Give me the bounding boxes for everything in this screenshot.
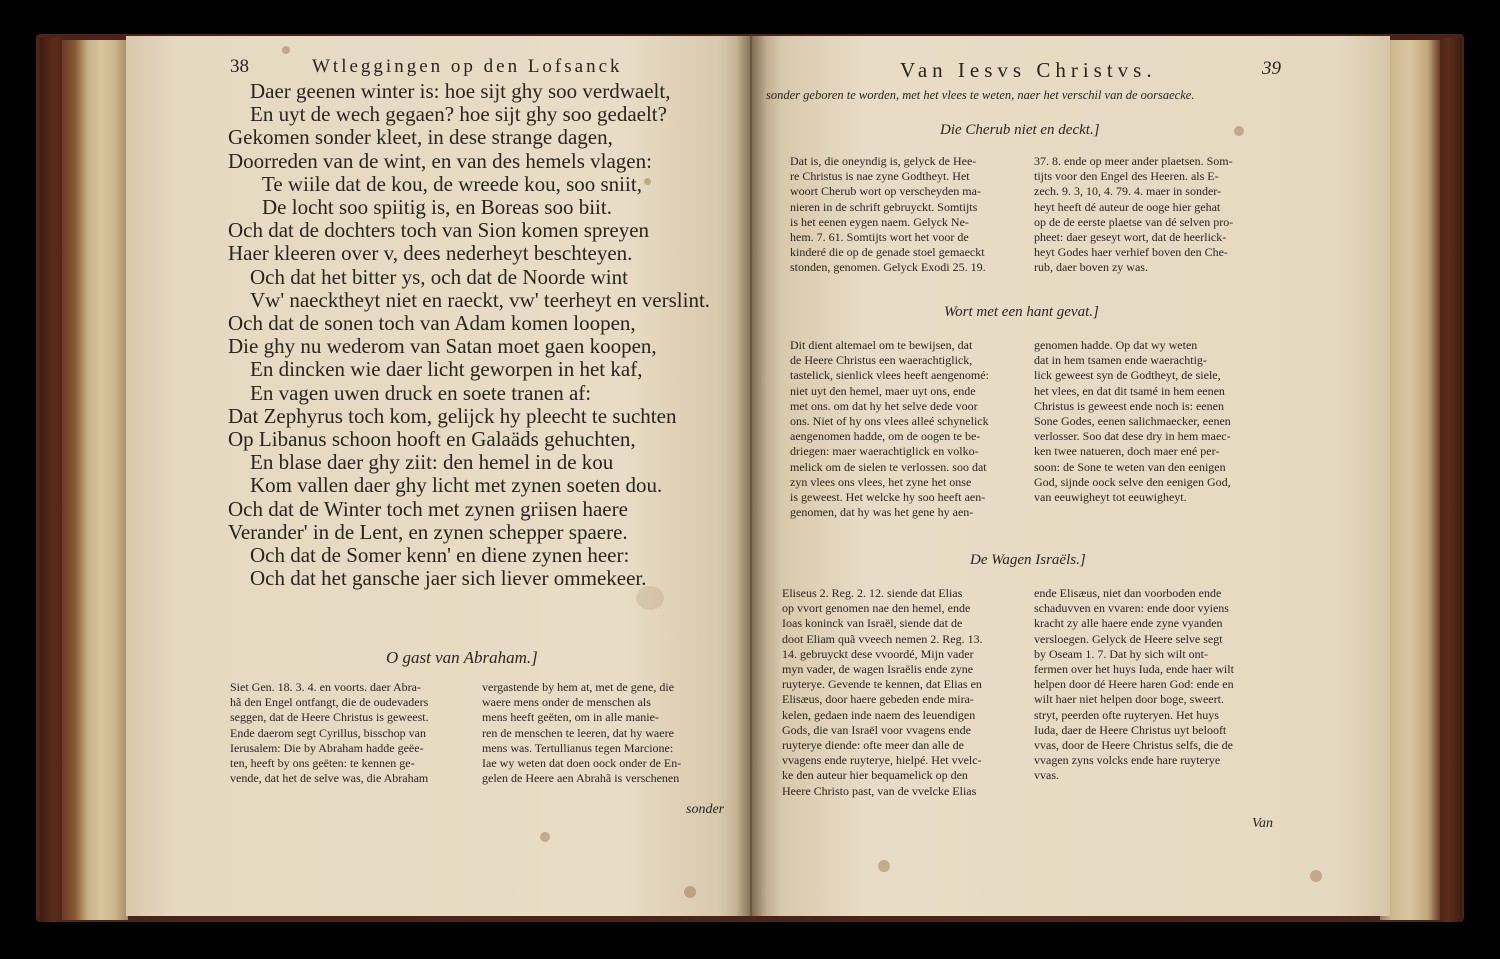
poem-line: En dincken wie daer licht geworpen in het kaf,	[250, 357, 643, 382]
text-line: mens was. Tertullianus tegen Marcione:	[482, 740, 674, 755]
text-line: tijts voor den Engel des Heeren. als E-	[1034, 169, 1219, 184]
text-line: kracht zy alle haere ende zyne vyanden	[1034, 616, 1223, 631]
text-line: ren de menschen te leeren, dat hy waere	[482, 725, 674, 740]
text-line: ken twee natueren, doch maer ené per-	[1034, 444, 1220, 459]
text-line: Christus is geweest ende noch is: eenen	[1034, 398, 1224, 413]
text-line: kinderé die op de genade stoel gemaeckt	[790, 245, 985, 260]
text-line: ten, heeft by ons geëten: te kennen ge-	[230, 756, 415, 771]
text-line: seggen, dat de Heere Christus is geweest.	[230, 710, 429, 725]
left-page-number: 38	[230, 56, 249, 77]
poem-line: Dat Zephyrus toch kom, gelijck hy pleecht te suchten	[228, 403, 677, 428]
left-column-2	[482, 680, 732, 786]
text-line: versloegen. Gelyck de Heere selve segt	[1034, 631, 1223, 646]
text-line: soon: de Sone te weten van den eenigen	[1034, 459, 1226, 474]
foxing-spot	[636, 586, 664, 610]
text-line: woort Cherub wort op verscheyden ma-	[790, 184, 981, 199]
text-line: ke den auteur hier bequamelick op den	[782, 768, 968, 783]
text-line: pheet: daer geseyt wort, dat de heerlick-	[1034, 230, 1227, 245]
text-line: dat in hem tsamen ende waerachtig-	[1034, 353, 1207, 368]
text-line: is geweest. Het welcke hy soo heeft aen-	[790, 490, 986, 505]
poem-line: Och dat het bitter ys, och dat de Noorde wint	[250, 264, 628, 289]
text-line: vvagen zyns volcks ende hare ruyterye	[1034, 753, 1221, 768]
poem-line: Daer geenen winter is: hoe sijt ghy soo verdwaelt,	[250, 79, 671, 103]
poem-line: Och dat de dochters toch van Sion komen spreyen	[228, 218, 650, 243]
poem-line: Doorreden van de wint, en van des hemels vlagen:	[228, 148, 652, 173]
right-top-line: sonder geboren te worden, met het vlees te weten, naer het verschil van de oorsaecke.	[766, 88, 1195, 102]
right-section-heading-3: De Wagen Israëls.]	[970, 552, 1086, 568]
text-line: Iae wy weten dat doen oock onder de En-	[482, 756, 682, 771]
text-line: genomen hadde. Op dat wy weten	[1034, 338, 1198, 352]
text-line: 14. gebruyckt dese vvoordé, Mijn vader	[782, 646, 974, 661]
text-line: Elisæus, door haere gebeden ende mira-	[782, 692, 974, 707]
text-line: zech. 9. 3, 10, 4. 79. 4. maer in sonder-	[1034, 184, 1222, 199]
text-line: de Heere Christus een waerachtiglick,	[790, 353, 973, 368]
text-line: Iuda, daer de Heere Christus uyt belooft	[1034, 722, 1227, 737]
text-line: van eeuwigheyt tot eeuwigheyt.	[1034, 490, 1187, 505]
left-section-heading: O gast van Abraham.]	[386, 648, 538, 667]
text-line: hã den Engel ontfangt, die de oudevaders	[230, 695, 429, 710]
text-line: Dit dient altemael om te bewijsen, dat	[790, 338, 973, 352]
text-line: stryt, peerden ofte ruyteryen. Het huys	[1034, 707, 1219, 722]
text-line: vvagens ende ruyterye, hielpé. Het vvelc-	[782, 753, 982, 768]
text-line: Heere Christo past, van de vvelcke Elias	[782, 783, 977, 798]
book-gutter	[736, 36, 766, 916]
text-line: met ons. om dat hy het selve dede voor	[790, 398, 978, 413]
text-line: Sone Godes, eenen salichmaecker, eenen	[1034, 414, 1231, 429]
poem-line: De locht soo spiitig is, en Boreas soo biit.	[262, 195, 612, 220]
text-line: is het eenen eygen naem. Gelyck Ne-	[790, 214, 969, 229]
foxing-spot	[1310, 870, 1322, 882]
text-line: myn vader, de wagen Israëlis ende zyne	[782, 662, 974, 677]
text-line: wilt haer niet helpen door boge, sweert.	[1034, 692, 1224, 707]
text-line: rub, daer boven zy was.	[1034, 260, 1148, 275]
poem-line: Haer kleeren over v, dees nederheyt beschteyen.	[228, 241, 633, 266]
text-line: ende Elisæus, niet dan voorboden ende	[1034, 586, 1222, 600]
poem-line: Och dat de Winter toch met zynen griisen haere	[228, 496, 628, 521]
text-line: heyt heeft dé auteur de ooge hier gehat	[1034, 199, 1221, 214]
text-line: doot Eliam quã vveech nemen 2. Reg. 13.	[782, 631, 983, 646]
text-line: verlosser. Soo dat dese dry in hem maec-	[1034, 429, 1231, 444]
text-line: vvas.	[1034, 768, 1059, 783]
right-catchword: Van	[1252, 816, 1273, 831]
foxing-spot	[684, 886, 696, 898]
text-line: Ierusalem: Die by Abraham hadde geëe-	[230, 740, 424, 755]
poem-line: En blase daer ghy ziit: den hemel in de kou	[250, 450, 614, 475]
text-line: hem. 7. 61. Somtijts wort het voor de	[790, 230, 969, 245]
text-line: vende, dat het de selve was, die Abraham	[230, 771, 429, 786]
text-line: schaduvven en vvaren: ende door vyiens	[1034, 601, 1229, 616]
poem-line: Die ghy nu wederom van Satan moet gaen koopen,	[228, 334, 657, 359]
text-line: by Oseam 1. 7. Dat hy sich wilt ont-	[1034, 646, 1208, 661]
right-section-heading-1: Die Cherub niet en deckt.]	[940, 122, 1100, 138]
text-line: re Christus is nae zyne Godtheyt. Het	[790, 169, 970, 184]
poem	[228, 80, 710, 590]
right-s2-column-2	[1034, 338, 1284, 505]
left-catchword: sonder	[686, 802, 725, 817]
text-line: 37. 8. ende op meer ander plaetsen. Som-	[1034, 154, 1233, 168]
text-line: fermen over het huys Iuda, ende haer wilt	[1034, 662, 1234, 677]
poem-line: En uyt de wech gegaen? hoe sijt ghy soo gedaelt?	[250, 102, 667, 127]
text-line: helpen door dé Heere haren God: ende en	[1034, 677, 1234, 692]
poem-line: Vw' naecktheyt niet en raeckt, vw' teerheyt en verslint.	[250, 287, 711, 312]
text-line: Ende daerom segt Cyrillus, bisschop van	[230, 725, 426, 740]
text-line: aengenomen hadde, om de oogen te be-	[790, 429, 981, 444]
right-s3-column-1	[782, 586, 1022, 799]
text-line: genomen, dat hy was het gene hy aen-	[790, 505, 974, 520]
text-line: heyt Godes haer verhief boven den Che-	[1034, 245, 1228, 260]
foxing-spot	[878, 860, 890, 872]
poem-line: Gekomen sonder kleet, in dese strange dagen,	[228, 125, 613, 150]
poem-line: Op Libanus schoon hooft en Galaäds gehuchten,	[228, 427, 636, 452]
text-line: Dat is, die oneyndig is, gelyck de Hee-	[790, 154, 977, 168]
left-running-head: Wtleggingen op den Lofsanck	[312, 56, 623, 77]
text-line: gelen de Heere aen Abrahã is verschenen	[482, 771, 680, 786]
text-line: Eliseus 2. Reg. 2. 12. siende dat Elias	[782, 586, 963, 600]
text-line: het vlees, en dat dit tsamé in hem eenen	[1034, 383, 1225, 398]
text-line: niet uyt den hemel, maer uyt ons, ende	[790, 383, 976, 398]
text-line: op de de eerste plaetse van dé selven pro-	[1034, 214, 1234, 229]
right-s2-column-1	[790, 338, 1022, 520]
poem-line: Och dat de sonen toch van Adam komen loopen,	[228, 311, 636, 336]
text-line: Siet Gen. 18. 3. 4. en voorts. daer Abra-	[230, 680, 421, 694]
text-line: lick geweest syn de Godtheyt, de siele,	[1034, 368, 1221, 383]
poem-line: Och dat de Somer kenn' en diene zynen heer:	[250, 543, 630, 568]
text-line: God, sijnde oock selve den eenigen God,	[1034, 474, 1231, 489]
right-s1-column-2	[1034, 154, 1284, 276]
text-line: nieren in de schrift gebruyckt. Somtijts	[790, 199, 978, 214]
text-line: vvas, door de Heere Christus selfs, die de	[1034, 738, 1233, 753]
text-line: kelen, gedaen inde naem des leuendigen	[782, 707, 976, 722]
right-s1-column-1	[790, 154, 1022, 276]
text-line: Ioas koninck van Israël, siende dat de	[782, 616, 963, 631]
text-line: tastelick, sienlick vlees heeft aengenomé:	[790, 368, 989, 383]
text-line: stonden, genomen. Gelyck Exodi 25. 19.	[790, 260, 986, 275]
text-line: ruyterye diende: ofte meer dan alle de	[782, 738, 964, 753]
poem-line: Verander' in de Lent, en zynen schepper spaere.	[228, 519, 628, 544]
right-page-number: 39	[1262, 58, 1281, 79]
right-running-head: Van Iesvs Christvs.	[900, 58, 1157, 82]
text-line: mens heeft geëten, om in alle manie-	[482, 710, 659, 725]
poem-line: Kom vallen daer ghy licht met zynen soeten dou.	[250, 473, 663, 498]
foxing-spot	[644, 178, 651, 185]
text-line: ons. Niet of hy ons vlees alleé schynelick	[790, 414, 989, 429]
right-section-heading-2: Wort met een hant gevat.]	[944, 304, 1099, 320]
poem-line: Och dat het gansche jaer sich liever ommekeer.	[250, 566, 647, 591]
foxing-spot	[282, 46, 290, 54]
left-column-1	[230, 680, 474, 786]
text-line: vergastende by hem at, met de gene, die	[482, 680, 675, 694]
right-s3-column-2	[1034, 586, 1284, 784]
text-line: driegen: maer waerachtiglick en volko-	[790, 444, 979, 459]
poem-line: En vagen uwen druck en soete tranen af:	[250, 380, 592, 405]
text-line: melick om de sielen te verlossen. soo dat	[790, 459, 987, 474]
foxing-spot	[540, 832, 550, 842]
text-line: ruyterye. Gevende te kennen, dat Elias en	[782, 677, 982, 692]
foxing-spot	[1234, 126, 1244, 136]
poem-line: Te wiile dat de kou, de wreede kou, soo sniit,	[262, 171, 642, 196]
text-line: zyn vlees ons vlees, het zyne het onse	[790, 474, 972, 489]
text-line: waere mens onder de menschen als	[482, 695, 651, 710]
text-line: op vvort genomen nae den hemel, ende	[782, 601, 971, 616]
text-line: Gods, die van Israël voor vvagens ende	[782, 722, 971, 737]
page-edges-left	[62, 40, 128, 920]
